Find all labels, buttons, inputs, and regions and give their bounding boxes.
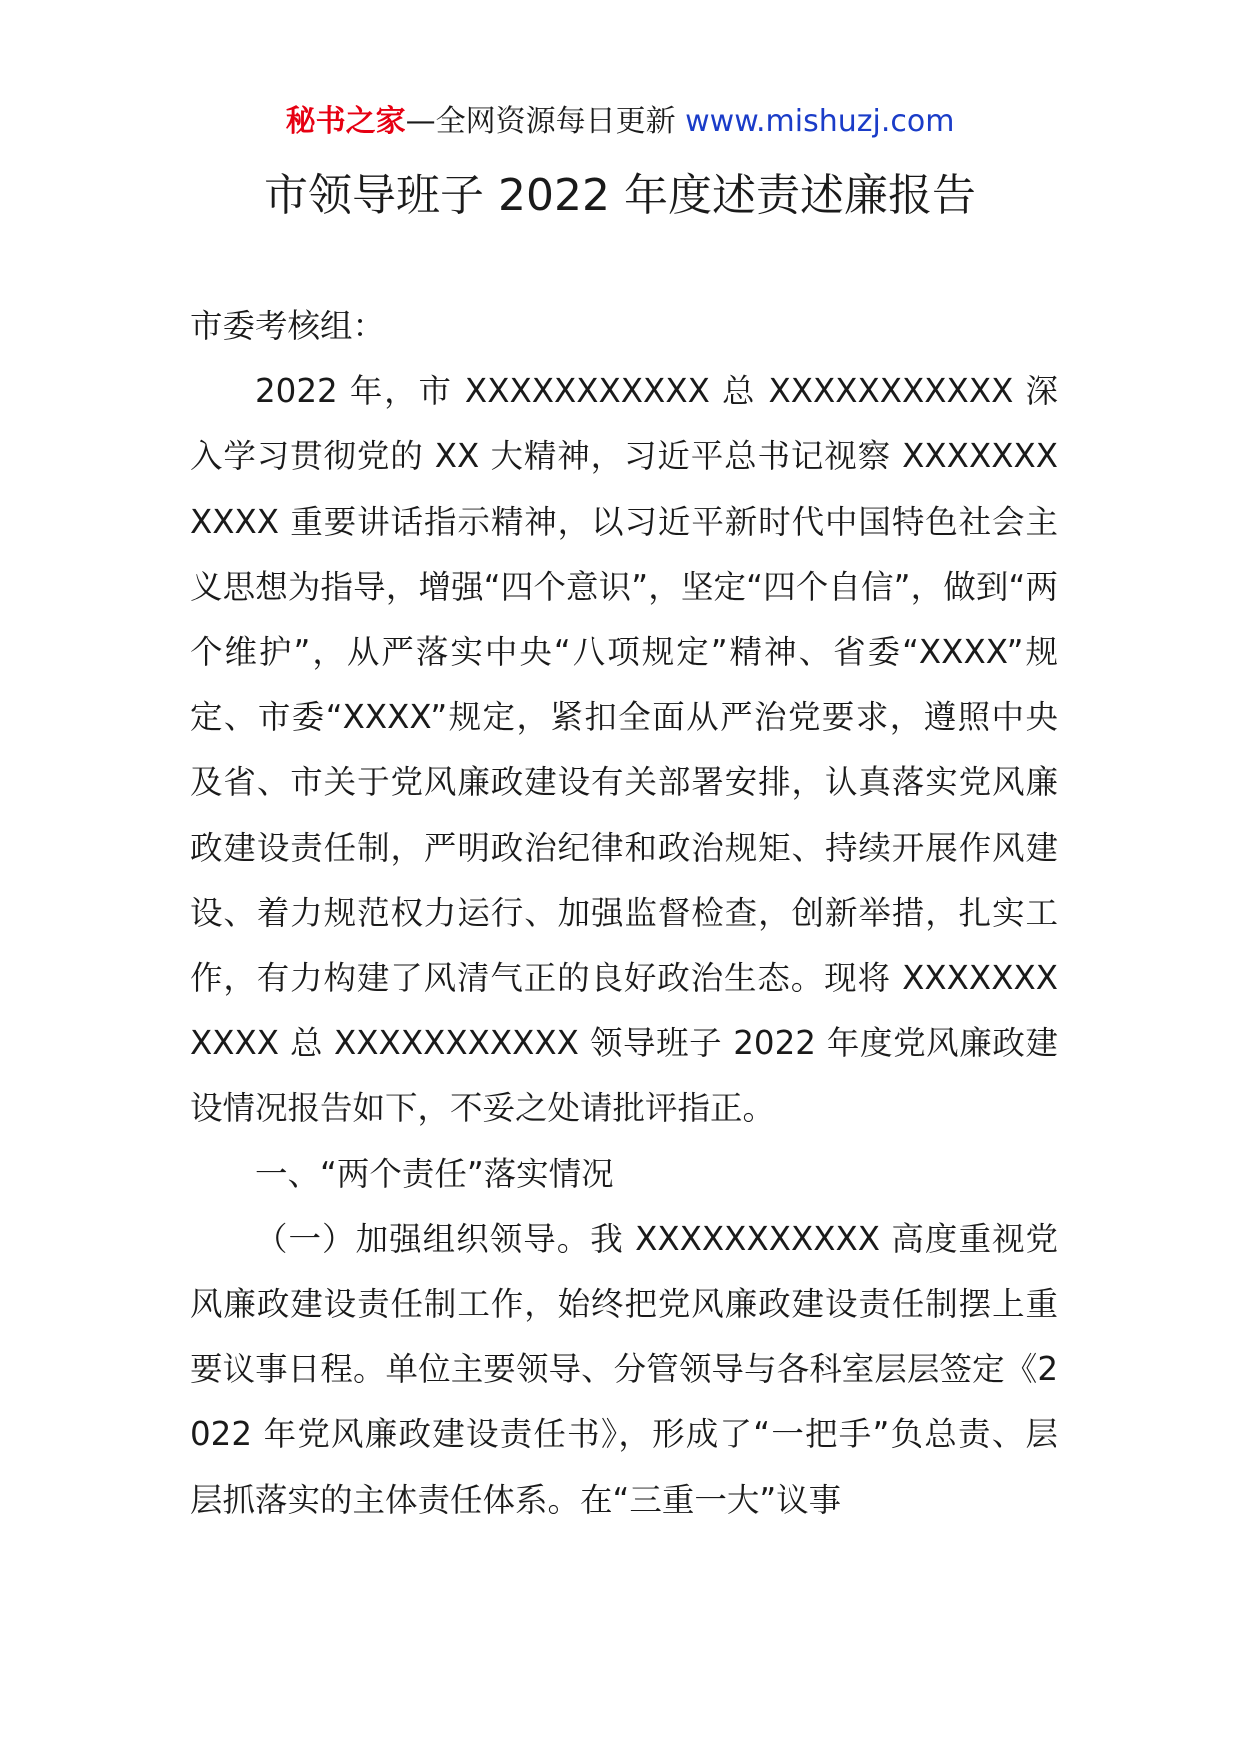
salutation: 市委考核组： [190, 307, 386, 345]
section-heading: 一、“两个责任”落实情况 [255, 1154, 614, 1193]
document-body [190, 294, 1058, 1533]
intro-paragraph: 2022 年，市 XXXXXXXXXXX 总 XXXXXXXXXXX 深入学习贯彻党的 XX 大精神，习近平总书记视察 XXXXXXXXXXX 重要讲话指示精神，以习近平新时代中国特色社会主义思想为指导，增强“四个意识”，坚定“四个自信”，做到“两个维护”，从严落实中央“八项规定”精神、省委“XXXX”规定、市委“XXXX”规定，紧扣全面从严治党要求，遵照中央及省、市关于党风廉政建设有关部署安排，认真落实党风廉政建设责任制，严明政治纪律和政治规矩、持续开展作风建设、着力规范权力运行、加强监督检查，创新举措，扎实工作，有力构建了风清气正的良好政治生态。现将 XXXXXXXXXXX 总 XXXXXXXXXXX 领导班子 2022 年度党风廉政建设情况报告如下，不妥之处请批评指正。 [190, 372, 1058, 1128]
site-brand: 秘书之家 [285, 104, 406, 139]
site-url-link[interactable]: www.mishuzj.com [685, 104, 955, 139]
site-header [0, 100, 1240, 144]
document-title: 市领导班子 2022 年度述责述廉报告 [264, 170, 976, 221]
section-paragraph: （一）加强组织领导。我 XXXXXXXXXXX 高度重视党风廉政建设责任制工作，始终把党风廉政建设责任制摆上重要议事日程。单位主要领导、分管领导与各科室层层签定《2022 年党风廉政建设责任书》，形成了“一把手”负总责、层层抓落实的主体责任体系。在“三重一大”议事 [190, 1219, 1058, 1519]
site-tagline: —全网资源每日更新 [405, 104, 676, 139]
